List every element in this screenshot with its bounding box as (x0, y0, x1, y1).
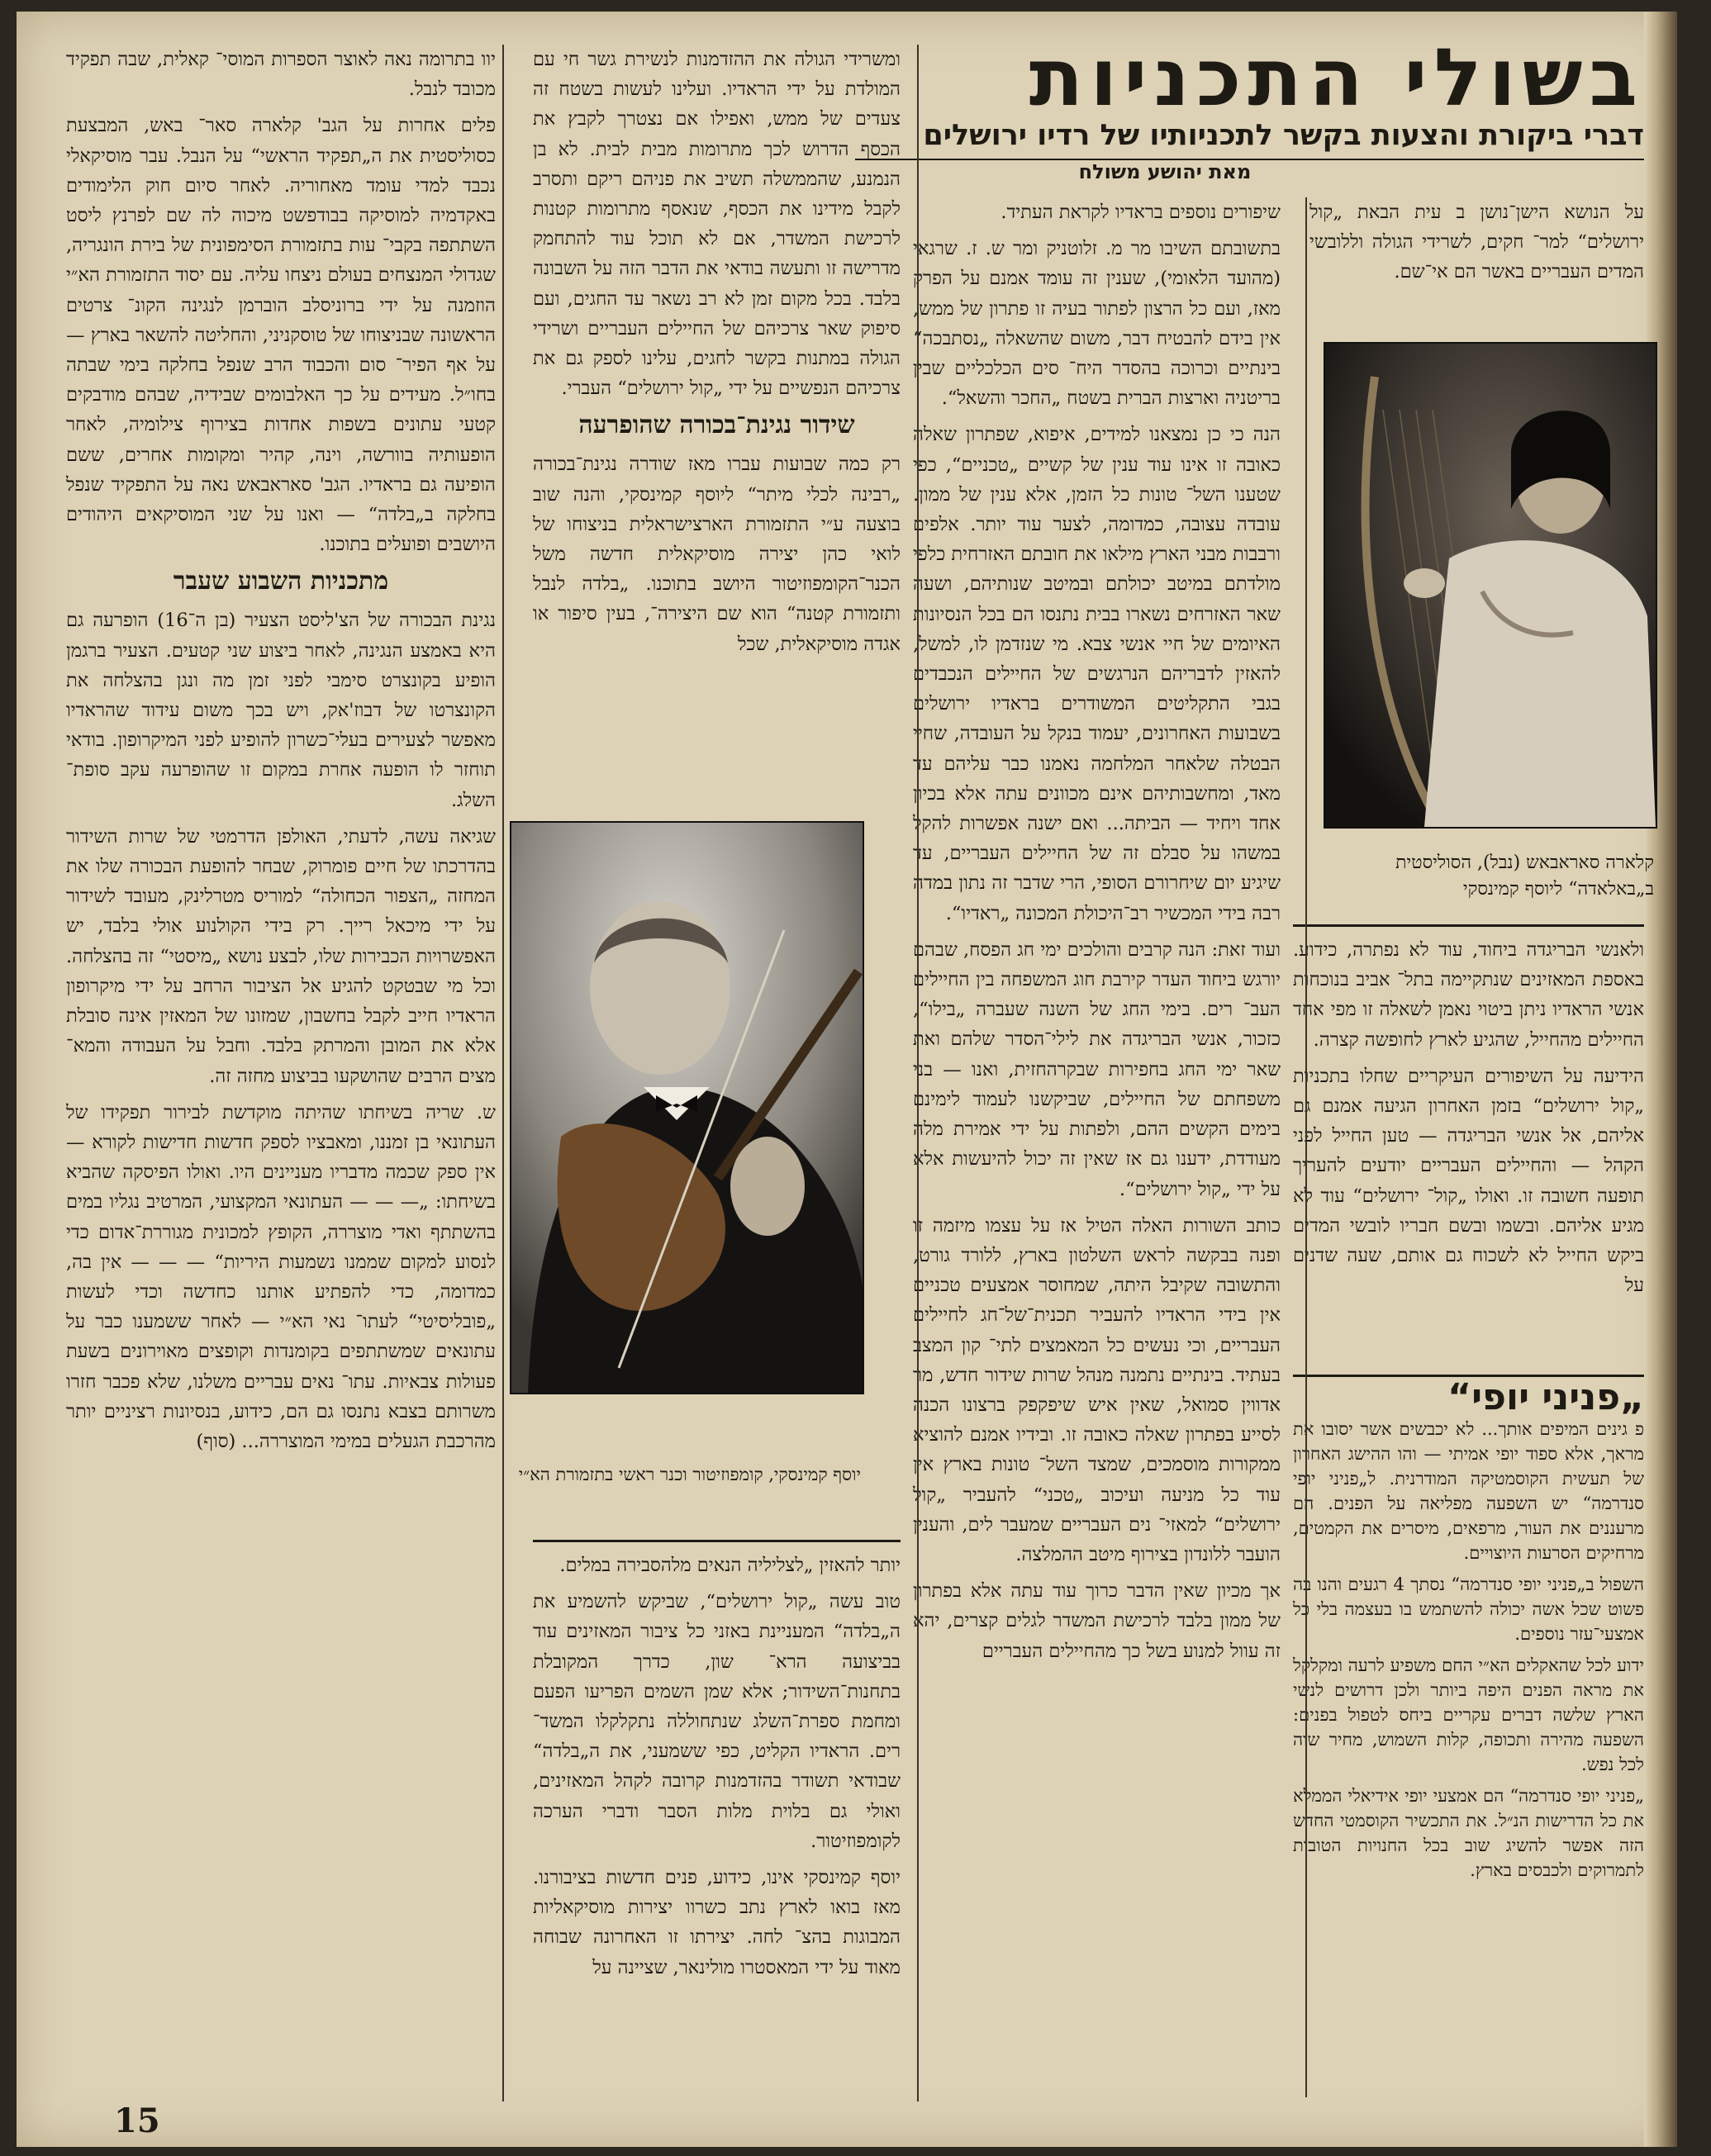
harpist-photo (1324, 342, 1657, 829)
paragraph: השפול ב„פניני יופי סנדרמה“ נסתך 4 רגעים והנו בה פשוט שכל אשה יכולה להשתמש בו בעצמה בלי כל אמצעי־עזר נוספים. (1293, 1574, 1644, 1644)
paragraph: פלים אחרות על הגב' קלארה סאר־ באש, המבצעת כסוליסטית את ה„תפקיד הראשי“ על הנבל. עבר מוסיקאלי נכבד למדי עומד מאחוריה. לאחר סיום חוק הלימודים באקדמיה למוסיקה בבודפשט מיכוה לה שם לפרנץ ליסט השתתפה בקבי־ עות בתזמורת הסימפונית של בירת הונגריה, שגדולי המנצחים בעולם ניצחו עליה. עם יסוד התזמורת הא״י הוזמנה על ידי ברוניסלב הוברמן לנגינה הקונ־ צרטים הראשונה שבניצוחו של טוסקניני, והחליטה להשאר בארץ — על אף הפיר־ סום והכבוד הרב שנפל בחלקה בימי שבתה בחו״ל. מעידים על כך האלבומים שבידיה, שבהם מודבקים קטעי עתונים בשפות אחדות בצירוף צילומיה, לאחר הופעותיה בוורשה, וינה, קהיר ומקומות אחרים, ששם הופיעה גם בראדיו. הגב' סאראבאש נאה על התפקיד שנפל בחלקה ב„בלדה“ — ואנו על שני המוסיקאים היהודים היושבים ופועלים בתוכנו. (66, 115, 496, 556)
paragraph: ולאנשי הבריגדה ביחוד, עוד לא נפתרה, כידוע. באספת המאזינים שנתקיימה בתל־ אביב בנוכחות אנשי הראדיו ניתן ביטוי נאמן לשאלה זו מפי אחד החיילים מהחייל, שהגיע לארץ לחופשה קצרה. (1293, 939, 1644, 1051)
column-3-top (533, 45, 901, 842)
advertisement-box (1293, 1366, 1644, 2085)
paragraph: כותב השורות האלה הטיל אז על עצמו מיזמה זו ופנה בבקשה לראש השלטון בארץ, ללורד גורט, והתשובה שקיבל היתה, שמחוסר אמצעים טכניים אין בידי הראדיו להעביר תכנית־של־חג לחיילים העבריים, וכי נעשים כל המאמצים לתי־ קון המצב בעתיד. בינתיים נתמנה מנהל שרות שידור חדש, מר אדווין סמואל, שאין איש שיפקפק ברצונו הכנה לסייע בפתרון שאלה כאובה זו. ובידיו אמנם להוציא ממקורות מוסמכים, שמצד השל־ טונות בארץ אין עוד כל מניעה ועיכוב „טכני“ להעביר „קול ירושלים“ למאזי־ נים העבריים שמעבר לים, והענין הועבר ללונדון בצירוף מיטב ההמלצה. (913, 1214, 1281, 1565)
paragraph: יוו בתרומה נאה לאוצר הספרות המוסי־ קאלית, שבה תפקיד מכובד לנבל. (66, 49, 496, 101)
paragraph: טוב עשה „קול ירושלים“, שביקש להשמיע את ה„בלדה“ המעניינת באזני כל ציבור המאזינים עוד בביצועה הרא־ שון, כדרך המקובלת בתחנות־השידור; אלא שמן השמים הפריעו הפעם ומחמת ספרת־השלג שנתחוללה נתקלקלו המשד־ רים. הראדיו הקליט, כפי ששמעני, את ה„בלדה“ שבודאי תשודר בהזדמנות קרובה לקהל המאזינים, ואולי גם בלוית מלות הסבר ודברי הערכה לקומפוזיטור. (533, 1591, 901, 1852)
column-4 (66, 45, 496, 2085)
column-divider (917, 45, 919, 2101)
advertisement-title: „פניני יופי“ (1447, 1376, 1644, 1418)
paragraph: רק כמה שבועות עברו מאז שודרה נגינת־בכורה „רבינה לכלי מיתר“ ליוסף קמינסקי, והנה שוב בוצעה ע״י התזמורת הארצישראלית בניצוחו של לואי כהן יצירה מוסיקאלית חדשה משל הכנר־הקומפוזיטור היושב בתוכנו. „בלדה לנבל ותזמורת קטנה“ הוא שם היצירה־, בעין סיפור או אגדה מוסיקאלית, שכל (533, 454, 901, 655)
section-heading: שידור נגינת־בכורה שהופרעה (578, 411, 855, 440)
paragraph: ועוד זאת: הנה קרבים והולכים ימי חג הפסח, שבהם יורגש ביחוד העדר קירבת חוג המשפחה בין החיילים העב־ רים. בימי החג של השנה שעברה „בילו“, כזכור, אנשי הבריגדה את לילי־הסדר שלהם ואת שאר ימי החג בחפירות שבקרהחזית, ואנו — בני משפחתם של החיילים, שביקשנו לעמוד לימינם בימים הקשים ההם, ולפתות על ידי אמירת מלה מעודדת, ידענו גם אז שאין זה יכול להיעשות אלא על ידי „קול ירושלים“. (913, 938, 1281, 1200)
column-2 (913, 197, 1281, 2097)
paragraph: „פניני יופי סנדרמה“ הם אמצעי יופי אידיאלי הממלא את כל הדרישות הנ״ל. את התכשיר הקוסמטי החדש הזה אפשר להשיג שוב בכל החנויות הטובות לתמרוקים ולכבסים בארץ. (1293, 1786, 1644, 1880)
divider (1293, 924, 1644, 927)
harpist-caption: קלארה סאראבאש (נבל), הסוליסטית ב„באלאדה“ ליוסף קמינסקי (1395, 852, 1654, 900)
paragraph: יוסף קמינסקי אינו, כידוע, פנים חדשות בציבורנו. מאז בואו לארץ נתב כשרוו יצירות מוסיקאליות המבוגות בהצ־ לחה. יצירתו זו האחרונה שבוחה מאוד על ידי המאסטרו מולינאר, שציינה על (533, 1867, 901, 1978)
article-subtitle: דברי ביקורת והצעות בקשר לתכניותיו של רדיו ירושלים (855, 117, 1644, 160)
article-byline: מאת יהושע משולח (1078, 160, 1252, 183)
paragraph: שגיאה עשה, לדעתי, האולפן הדרמטי של שרות השידור בהדרכתו של חיים פומרוק, שבחר להופעת הבכורה שלו את המחזה „הצפור הכחולה“ למוריס מטרלינק, מעובד לשידור על ידי מיכאל רייך. רק בידי הקולנוע אולי בלבד, יש האפשרויות הכבירות שלו, לבצע נושא „מיסטי“ זה בהצלחה. וכל מי שבטקט להגיע אל הציבור הרחב על ידי מיקרופון הראדיו חייב לקבל בחשבון, שמזונו של המאזין אינה סובלת אלא את המובן והמרתק בלבד. וחבל על העבודה והמא־ מצים הרבים שהושקעו בביצוע מחזה זה. (66, 825, 496, 1087)
magazine-page (17, 12, 1677, 2147)
section-heading: מתכניות השבוע שעבר (173, 567, 389, 596)
paragraph: אך מכיון שאין הדבר כרוך עוד עתה אלא בפתרון של ממון בלבד לרכישת המשדר לגלים קצרים, יהא זה עוול למנוע בשל כך מהחיילים העבריים (913, 1580, 1281, 1662)
paragraph: שיפורים נוספים בראדיו לקראת העתיד. (1000, 202, 1281, 223)
paragraph: על הנושא הישן־נושן ב עית הבאת „קול ירושלים“ למר־ חקים, לשרידי הגולה וללובשי המדים העבריים באשר הם אי־שם. (1309, 202, 1644, 283)
paragraph: פ גינים המיפים אותך... לא יכבשים אשר יסובו את מראך, אלא ספוד יופי אמיתי — והו ההישג האחרון של תעשית הקוסמטיקה המודרנית. ל„פניני יופי סנדרמה“ יש השפעה מפליאה על הפנים. הם מרעננים את העור, מרפאים, מיסרים את הקמטים, מרחיקים הסרעות היוצויים. (1293, 1419, 1644, 1563)
paragraph: ומשרידי הגולה את ההזדמנות לנשירת גשר חי עם המולדת על ידי הראדיו. ועלינו לעשות בשטח זה צעדים של ממש, ואפילו אם נצטרך לקבץ את הכסף הדרוש לכך מתרומות מבית לבית. לא בן הנמנע, שהממשלה תשיב את פניהם ריקם ותסרב לקבל מידינו את הכסף, שנאסף מתרומות קטנות לרכישת המשדר, אם לא תוכל עוד להתחמק מדרישה זו ותעשה בודאי את הדבר הזה על השבונה בלבד. בכל מקום זמן לא רב נשאר עד החגים, ועם סיפוק שאר צרכיהם של החיילים העבריים ושרידי הגולה במתנות בקשר לחגים, עלינו לספק גם את צרכיהם הנפשיים על ידי „קול ירושלים“ העברי. (533, 49, 901, 400)
violinist-caption: יוסף קמינסקי, קומפוזיטור וכנר ראשי בתזמורת הא״י (518, 1465, 861, 1484)
paragraph: ידוע לכל שהאקלים הא״י החם משפיע לרעה ומקלקל את מראה הפנים היפה ביותר ולכן דרושים לנשי הארץ שלשה דברים עקריים ביחס לטפול בפנים: השפעה מהירה ותכופה, קלות השמוש, מחיר שוה לכל נפש. (1293, 1655, 1644, 1774)
harpist-image (1325, 344, 1656, 827)
column-divider (502, 45, 504, 2101)
paragraph: הנה כי כן נמצאנו למידים, איפוא, שפתרון שאלה כאובה זו אינו עוד ענין של קשיים „טכניים“, כפי שטענו השל־ טונות כל הזמן, אלא ענין של ממון. עובדה עצובה, כמדומה, לצער עוד יותר. אלפים ורבבות מבני הארץ מילאו את חובתם האזרחית כלפי מולדתם במיטב יכולתם ובמיטב שנותיהם, ושעה שאר האזרחים נשארו בבית נתנסו הם בכל הנסיונות האיומים של חיי אנשי צבא. מי שנזדמן לו, למשל, להאזין לדבריהם הנרגשים של החיילים הנכבדים בגבי התקליטים המשודרים בראדיו ירושלים בשבועות האחרונים, יעמוד בנקל על העובדה, שחיי הבטלה שלאחר המלחמה נאמנו כבר עליהם עד מאד, ומחשבותיהם אינם מכוונים עתה אלא בכיון אחד ויחיד — הביתה... ואם ישנה אפשרות להקל במשהו על סבלם זה של החיילים העבריים, עד שיגיע יום שיחרורם הסופי, הרי שדבר זה נתון במדה רבה בידי המכשיר רב־היכולת המכונה „ראדיו“. (913, 424, 1281, 924)
paragraph: יותר להאזין „לצליליה הנאים מלהסבירה במלים. (559, 1555, 901, 1576)
paragraph: בתשובתם השיבו מר מ. זלוטניק ומר ש. ז. שרגאי (מהועד הלאומי), שענין זה עומד אמנם על הפרק מאז, ועם כל הרצון לפתור בעיה זו פתרון של ממש, אין בידם להבטיח דבר, משום שהשאלה „נסתבכה“ בינתיים וכרוכה בהסדר היח־ סים הכלכליים שבין בריטניה וארצות הברית בשטח „החכר והשאל“. (913, 238, 1281, 410)
paragraph: הידיעה על השיפורים העיקריים שחלו בתכניות „קול ירושלים“ בזמן האחרון הגיעה אמנם גם אליהם, אל אנשי הבריגדה — טען החייל לפני הקהל — והחיילים העבריים יודעים להעריך תופעה חשובה זו. ואולו „קול־ ירושלים“ עוד לא מגיע אליהם. ובשמו ובשם חבריו לובשי המדים ביקש החייל לא לשכוח גם אותם, שעה שדנים על (1293, 1065, 1644, 1297)
page-number: 15 (114, 2101, 160, 2140)
column-divider (1305, 197, 1307, 2097)
column-3-bottom (533, 1532, 901, 2101)
paragraph: נגינת הבכורה של הצ'ליסט הצעיר (בן ה־16) הופרעה גם היא באמצע הנגינה, לאחר ביצוע שני קטעים. הצעיר ברגמן הופיע בקונצרט סימבי לפני זמן מה ונגן בהצלחה את הקונצרטו של דבוז'אק, ויש בכך משום עידוד שהראדיו מאפשר לצעירים בעלי־כשרון להופיע לפני המיקרופון. בודאי תוחזר לו הופעה אחרת במקום זו שהופרעה עקב סופת־ השלג. (66, 610, 496, 811)
article-title: בשולי התכניות (1029, 31, 1644, 124)
violinist-photo (510, 821, 864, 1394)
violinist-image (511, 823, 863, 1393)
column-1 (1309, 197, 1644, 338)
paragraph: ש. שריה בשיחתו שהיתה מוקדשת לבירור תפקידו של העתונאי בן זמננו, ומאבציו לספק חדשות חדישות לקורא — אין ספק שכמה מדבריו מעניינים היו. ואולו הפיסקה שהביא בשיחתו: „— — — העתונאי המקצועי, המרטיב נגליו במים בהשתתף ואדי מוצררה, הקופץ למכונית מגוררת־אדום כדי לנסוע למקום שממנו נשמעות היריות“ — — — אין בה, כמדומה, כדי להפתיע אותנו כחדשה וכדי לעשות „פובליסיטי“ לעתו־ נאי הא״י — לאחר ששמענו כבר על עתונאים שמשתתפים בקומנדות וקופצים מאוירונים בשעת פעולות צבאיות. עתו־ נאים עבריים משלנו, שלא פכבר חזרו משרותם בצבא נתנסו גם הם, כידוע, בנסיונות רציניים יותר מהרכבת הגעלים במימי המוצררה... (סוף) (66, 1101, 496, 1452)
divider (533, 1540, 901, 1542)
column-1-continued (1293, 916, 1644, 1346)
page-spine (1644, 12, 1677, 2147)
